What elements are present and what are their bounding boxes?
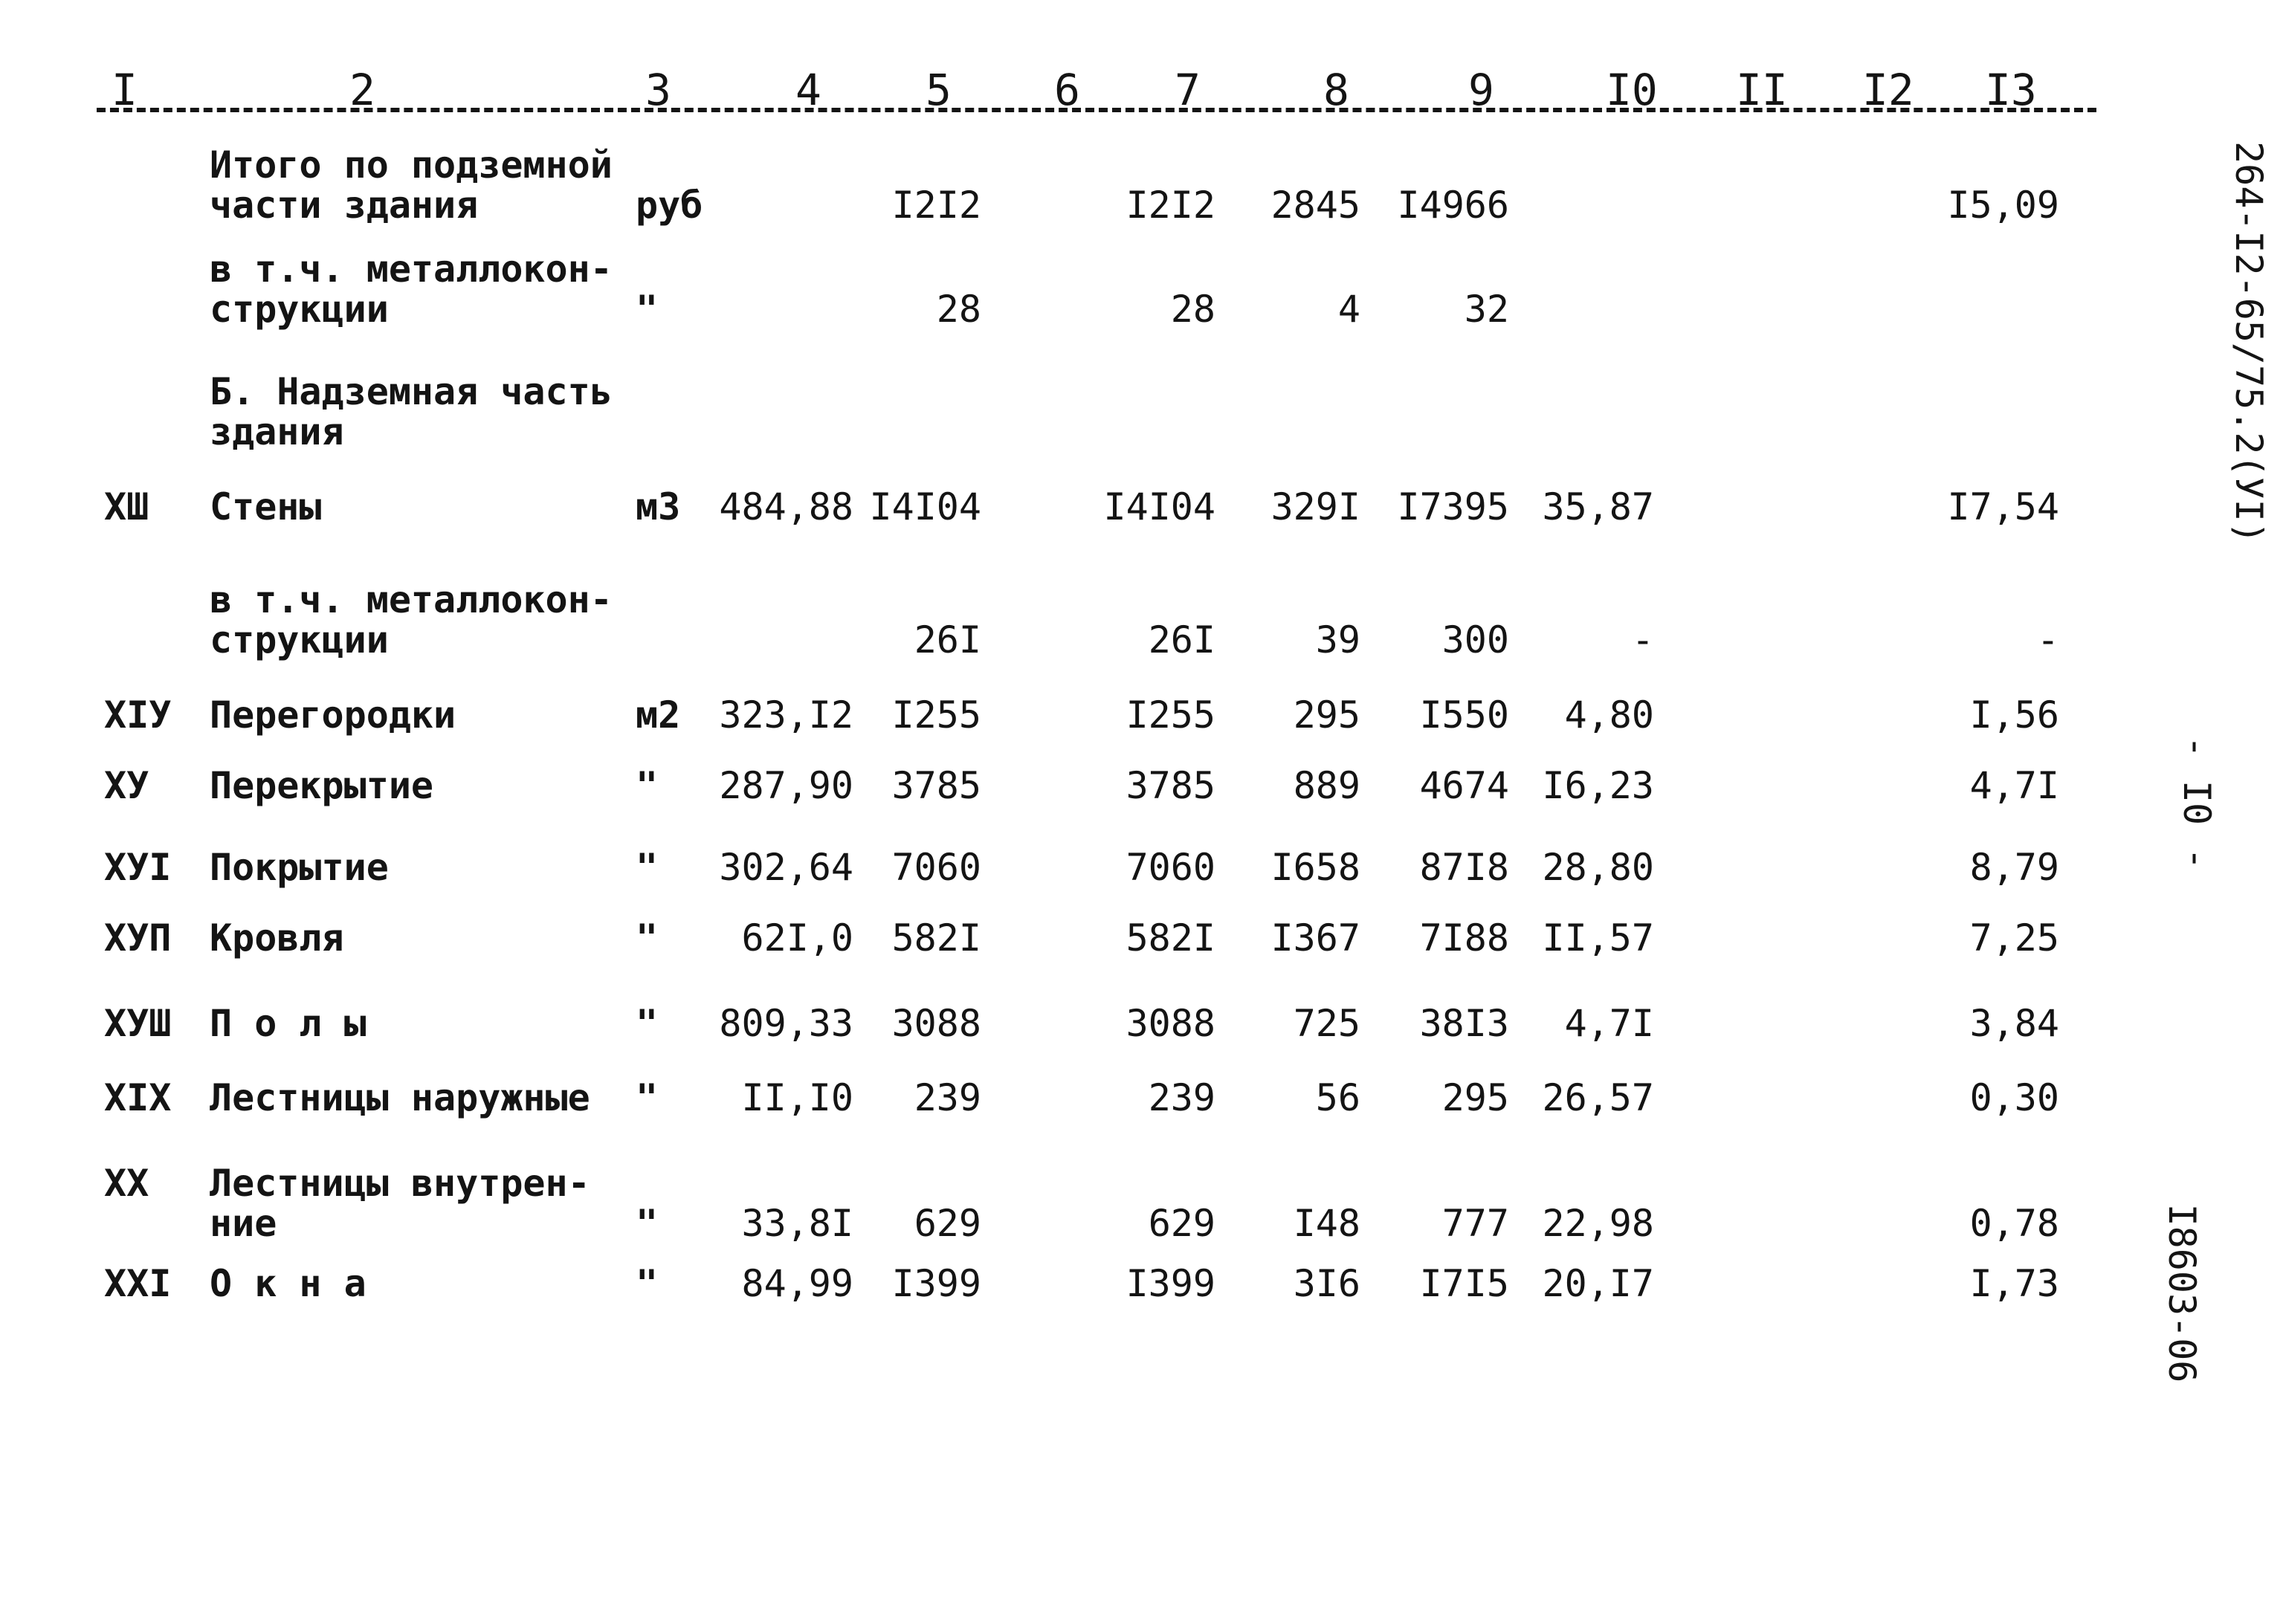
cell-code: XXI xyxy=(104,1262,172,1305)
cell-c9: 38I3 xyxy=(1419,1002,1509,1045)
cell-c5: I255 xyxy=(891,693,981,737)
cell-c5: I399 xyxy=(891,1262,981,1305)
cell-c4: 287,90 xyxy=(719,764,853,807)
cell-c13: 3,84 xyxy=(1969,1002,2059,1045)
cell-c4: 484,88 xyxy=(719,485,853,528)
cell-c4: 302,64 xyxy=(719,846,853,889)
cell-c13: I5,09 xyxy=(1947,184,2059,227)
cell-c7: 7060 xyxy=(1126,846,1215,889)
cell-c10: 22,98 xyxy=(1542,1202,1654,1245)
column-number-6: 6 xyxy=(1054,65,1080,115)
cell-c7: 239 xyxy=(1148,1076,1215,1119)
column-number-4: 4 xyxy=(795,65,821,115)
cell-c8: I48 xyxy=(1293,1202,1360,1245)
cell-name: Покрытие xyxy=(210,846,389,889)
column-number-12: I2 xyxy=(1862,65,1914,115)
column-number-5: 5 xyxy=(926,65,952,115)
cell-c7: 28 xyxy=(1170,288,1215,331)
cell-code: XIX xyxy=(104,1076,172,1119)
cell-c5: I2I2 xyxy=(891,184,981,227)
cell-c7: 26I xyxy=(1148,618,1215,661)
cell-c5: 629 xyxy=(914,1202,981,1245)
cell-name: в т.ч. металлокон- струкции xyxy=(210,248,613,331)
cell-name: О к н а xyxy=(210,1262,366,1305)
cell-c4: 62I,0 xyxy=(741,916,853,960)
cell-c4: II,I0 xyxy=(741,1076,853,1119)
cell-name: Лестницы наружные xyxy=(210,1076,590,1119)
column-number-11: II xyxy=(1736,65,1788,115)
cell-c7: 582I xyxy=(1126,916,1215,960)
cell-name: Перекрытие xyxy=(210,764,434,807)
cell-c13: 0,30 xyxy=(1969,1076,2059,1119)
cell-c10: 20,I7 xyxy=(1542,1262,1654,1305)
cell-c10: II,57 xyxy=(1542,916,1654,960)
column-number-7: 7 xyxy=(1175,65,1201,115)
cell-unit: " xyxy=(636,916,659,960)
cell-name: Кровля xyxy=(210,916,344,960)
cell-unit: м3 xyxy=(636,485,681,528)
cell-c4: 323,I2 xyxy=(719,693,853,737)
cell-c8: 56 xyxy=(1315,1076,1360,1119)
cell-c9: I550 xyxy=(1419,693,1509,737)
cell-c7: 3088 xyxy=(1126,1002,1215,1045)
column-number-9: 9 xyxy=(1468,65,1494,115)
cell-c9: I4966 xyxy=(1397,184,1509,227)
cell-c7: I4I04 xyxy=(1103,485,1215,528)
cell-c10: 28,80 xyxy=(1542,846,1654,889)
cell-unit: " xyxy=(636,1076,659,1119)
cell-unit: " xyxy=(636,288,659,331)
cell-code: XУI xyxy=(104,846,172,889)
cell-c8: 295 xyxy=(1293,693,1360,737)
cell-c5: 582I xyxy=(891,916,981,960)
page-number: - I0 - xyxy=(2175,735,2218,870)
cell-c10: - xyxy=(1631,618,1654,661)
cell-c13: 0,78 xyxy=(1969,1202,2059,1245)
cell-code: XШ xyxy=(104,485,149,528)
cell-c13: I7,54 xyxy=(1947,485,2059,528)
cell-c9: 295 xyxy=(1441,1076,1509,1119)
cell-c4: 33,8I xyxy=(741,1202,853,1245)
cell-code: XУП xyxy=(104,916,172,960)
cell-unit: " xyxy=(636,764,659,807)
cell-code: XIУ xyxy=(104,693,172,737)
cell-c8: 889 xyxy=(1293,764,1360,807)
cell-c9: I7I5 xyxy=(1419,1262,1509,1305)
cell-c8: I658 xyxy=(1270,846,1360,889)
cell-c8: 4 xyxy=(1337,288,1360,331)
cell-c5: 239 xyxy=(914,1076,981,1119)
cell-unit: м2 xyxy=(636,693,681,737)
cell-c9: 32 xyxy=(1464,288,1509,331)
cell-unit: " xyxy=(636,1262,659,1305)
cell-c10: 35,87 xyxy=(1542,485,1654,528)
cell-unit: " xyxy=(636,1202,659,1245)
cell-c7: I2I2 xyxy=(1126,184,1215,227)
cell-unit: " xyxy=(636,1002,659,1045)
cell-name: Б. Надземная часть здания xyxy=(210,370,613,453)
cell-name: Лестницы внутрен- ние xyxy=(210,1162,590,1245)
cell-c10: I6,23 xyxy=(1542,764,1654,807)
cell-c9: 87I8 xyxy=(1419,846,1509,889)
cell-c8: 3I6 xyxy=(1293,1262,1360,1305)
cell-c10: 4,7I xyxy=(1564,1002,1654,1045)
cell-c5: I4I04 xyxy=(869,485,981,528)
column-number-8: 8 xyxy=(1323,65,1349,115)
cell-c4: 809,33 xyxy=(719,1002,853,1045)
cell-unit: " xyxy=(636,846,659,889)
cell-name: Итого по подземной части здания xyxy=(210,143,613,227)
cell-code: XX xyxy=(104,1162,149,1205)
cell-c7: 629 xyxy=(1148,1202,1215,1245)
cell-c13: - xyxy=(2036,618,2059,661)
archive-number: I8603-06 xyxy=(2160,1203,2203,1383)
cell-name: П о л ы xyxy=(210,1002,366,1045)
header-dashed-rule xyxy=(97,108,2096,112)
cell-c13: I,73 xyxy=(1969,1262,2059,1305)
cell-c5: 28 xyxy=(936,288,981,331)
column-number-3: 3 xyxy=(645,65,671,115)
cell-c13: 7,25 xyxy=(1969,916,2059,960)
cell-c9: 4674 xyxy=(1419,764,1509,807)
cell-c7: I255 xyxy=(1126,693,1215,737)
cell-unit: руб xyxy=(636,184,703,227)
column-number-13: I3 xyxy=(1985,65,2037,115)
cell-name: в т.ч. металлокон- струкции xyxy=(210,578,613,661)
cell-c8: 329I xyxy=(1270,485,1360,528)
cell-c10: 4,80 xyxy=(1564,693,1654,737)
cell-c7: I399 xyxy=(1126,1262,1215,1305)
document-code: 264-I2-65/75.2(УI) xyxy=(2227,141,2270,544)
cell-c9: 300 xyxy=(1441,618,1509,661)
cell-c8: 2845 xyxy=(1270,184,1360,227)
cell-name: Перегородки xyxy=(210,693,456,737)
cell-c8: 725 xyxy=(1293,1002,1360,1045)
column-number-1: I xyxy=(112,65,138,115)
cell-c4: 84,99 xyxy=(741,1262,853,1305)
cell-c7: 3785 xyxy=(1126,764,1215,807)
column-number-10: I0 xyxy=(1606,65,1658,115)
cell-code: XУШ xyxy=(104,1002,172,1045)
cell-c5: 7060 xyxy=(891,846,981,889)
cell-name: Стены xyxy=(210,485,322,528)
cell-c9: 777 xyxy=(1441,1202,1509,1245)
cell-c9: I7395 xyxy=(1397,485,1509,528)
cell-c8: I367 xyxy=(1270,916,1360,960)
cell-c13: I,56 xyxy=(1969,693,2059,737)
cell-c13: 8,79 xyxy=(1969,846,2059,889)
cell-c13: 4,7I xyxy=(1969,764,2059,807)
cell-c5: 26I xyxy=(914,618,981,661)
cell-c8: 39 xyxy=(1315,618,1360,661)
cell-c10: 26,57 xyxy=(1542,1076,1654,1119)
cell-c5: 3785 xyxy=(891,764,981,807)
cell-c9: 7I88 xyxy=(1419,916,1509,960)
column-number-2: 2 xyxy=(349,65,375,115)
cell-c5: 3088 xyxy=(891,1002,981,1045)
cell-code: XУ xyxy=(104,764,149,807)
